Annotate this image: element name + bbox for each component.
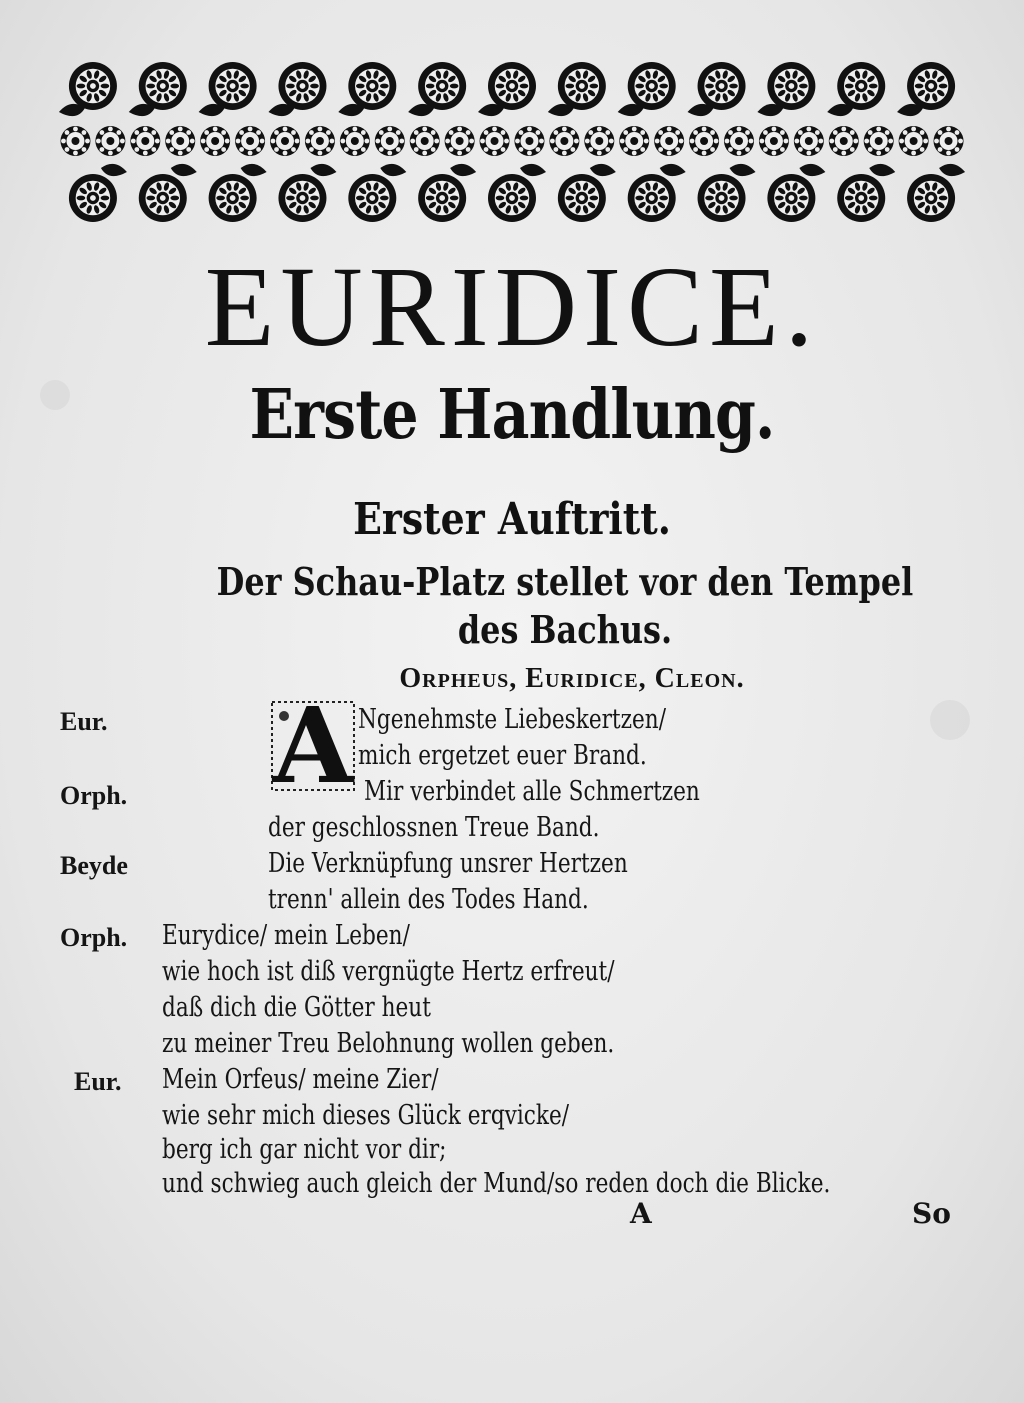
speaker-label: Eur. [74, 1067, 122, 1096]
dramatis-personae: Orpheus, Euridice, Cleon. [399, 663, 745, 694]
page-title: EURIDICE. [204, 243, 820, 370]
paper-stain [930, 700, 970, 740]
verse-line: trenn' allein des Todes Hand. [268, 884, 589, 915]
verse-line: berg ich gar nicht vor dir; [162, 1134, 447, 1165]
verse-line: Eurydice/ mein Leben/ [162, 920, 410, 951]
floral-ornament-icon [58, 52, 966, 230]
verse-line: Die Verknüpfung unsrer Hertzen [268, 848, 628, 879]
scene-heading: Erster Auftritt. [353, 494, 671, 545]
verse-line: daß dich die Götter heut [162, 992, 431, 1023]
catchword: So [912, 1197, 951, 1230]
verse-line: wie sehr mich dieses Glück erqvicke/ [162, 1100, 570, 1131]
verse-line: mich ergetzet euer Brand. [358, 740, 647, 771]
verse-line: Ngenehmste Liebeskertzen/ [358, 704, 666, 735]
verse-line: und schwieg auch gleich der Mund/so reden doch die Blicke. [162, 1168, 831, 1199]
drop-capital-letter: A [272, 684, 354, 807]
drop-capital [270, 684, 356, 807]
verse-line: wie hoch ist diß vergnügte Hertz erfreut/ [162, 956, 615, 987]
verse-line: zu meiner Treu Belohnung wollen geben. [162, 1028, 615, 1059]
speaker-label: Eur. [60, 707, 108, 736]
ornament-band [58, 52, 966, 230]
verse-line: Mir verbindet alle Schmertzen [364, 776, 700, 807]
speaker-label: Orph. [60, 923, 128, 952]
stage-setting: Der Schau-Platz stellet vor den Tempel des Bachus. [216, 559, 914, 652]
speaker-label: Beyde [60, 851, 128, 880]
verse-line: der geschlossnen Treue Band. [268, 812, 600, 843]
verse-line: Mein Orfeus/ meine Zier/ [162, 1064, 439, 1095]
paper-stain [40, 380, 70, 410]
act-heading: Erste Handlung. [249, 375, 775, 455]
speaker-label: Orph. [60, 781, 128, 810]
signature-mark: A [630, 1197, 652, 1230]
